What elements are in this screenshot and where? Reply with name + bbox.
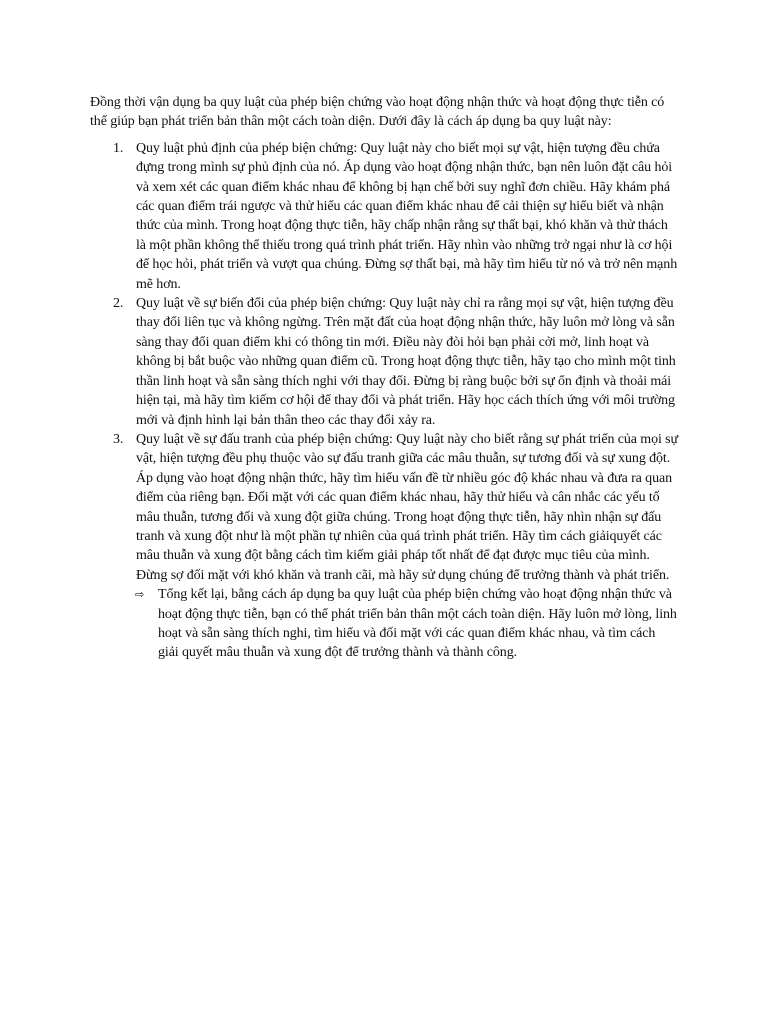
summary-text: Tổng kết lại, bằng cách áp dụng ba quy luật của phép biện chứng vào hoạt động nhận thức và hoạt động thực tiễn, bạn có thể phát triển bản thân một cách toàn diện. Hãy luôn mở lòng, linh hoạt và sẵn sàng thích nghi, tìm hiểu và đối mặt với các quan điểm khác nhau, và tìm cách giải quyết mâu thuẫn và xung đột để trưởng thành và thành công. — [158, 587, 677, 661]
intro-paragraph: Đồng thời vận dụng ba quy luật của phép biện chứng vào hoạt động nhận thức và hoạt động thực tiễn có thể giúp bạn phát triển bản thân một cách toàn diện. Dưới đây là cách áp dụng ba quy luật này: — [90, 95, 665, 130]
list-item-text: Quy luật về sự đấu tranh của phép biện chứng: Quy luật này cho biết rằng sự phát triển của mọi sự vật, hiện tượng đều phụ thuộc vào sự đấu tranh giữa các mâu thuẫn, sự tương đối và sự xung đột. Áp dụng vào hoạt động nhận thức, hãy tìm hiểu vấn đề từ nhiều góc độ khác nhau và đưa ra quan điểm của riêng bạn. Đối mặt với các quan điểm khác nhau, hãy thử hiểu và cân nhắc các yếu tố mâu thuẫn, tương đối và xung đột giữa chúng. Trong hoạt động thực tiễn, hãy nhìn nhận sự đấu tranh và xung đột như là một phần tự nhiên của quá trình phát triển. Hãy tìm cách giảiquyết các mâu thuẫn và xung đột bằng cách tìm kiếm giải pháp tốt nhất để đạt được mục tiêu của mình. Đừng sợ đối mặt với khó khăn và tranh cãi, mà hãy sử dụng chúng để trưởng thành và phát triển. — [136, 431, 679, 583]
list-item-number: 1. — [113, 140, 124, 156]
list-item-text: Quy luật phủ định của phép biện chứng: Quy luật này cho biết mọi sự vật, hiện tượng đều chứa đựng trong mình sự phủ định của nó. Áp dụng vào hoạt động nhận thức, bạn nên luôn đặt câu hỏi và xem xét các quan điểm khác nhau để không bị hạn chế bởi suy nghĩ đơn chiều. Hãy khám phá các quan điểm trái ngược và thử hiểu các quan điểm khác nhau để cải thiện sự hiểu biết và nhận thức của mình. Trong hoạt động thực tiễn, hãy chấp nhận rằng sự thất bại, khó khăn và thử thách là một phần không thể thiếu trong quá trình phát triển. Hãy nhìn vào những trở ngại như là cơ hội để học hỏi, phát triển và vượt qua chúng. Đừng sợ thất bại, mà hãy tìm hiểu từ nó và trở nên mạnh mẽ hơn. — [136, 140, 678, 292]
summary-bullet — [90, 585, 678, 663]
list-item — [90, 430, 678, 585]
document-page — [90, 93, 678, 663]
list-item-text: Quy luật về sự biến đổi của phép biện chứng: Quy luật này chỉ ra rằng mọi sự vật, hiện tượng đều thay đổi liên tục và không ngừng. Trên mặt đất của hoạt động nhận thức, hãy luôn mở lòng và sẵn sàng thay đổi quan điểm khi có thông tin mới. Điều này đòi hỏi bạn phải cởi mở, linh hoạt và không bị bắt buộc vào những quan điểm cũ. Trong hoạt động thực tiễn, hãy tạo cho mình một tinh thần linh hoạt và sẵn sàng thích nghi với thay đổi. Đừng bị ràng buộc bởi sự ổn định và thoải mái hiện tại, mà hãy tìm kiếm cơ hội để thay đổi và phát triển. Hãy học cách thích ứng với môi trường mới và định hình lại bản thân theo các thay đổi xảy ra. — [136, 296, 676, 428]
list-item — [90, 139, 678, 294]
list-item-number: 2. — [113, 296, 124, 312]
list-item — [90, 294, 678, 430]
list-item-number: 3. — [113, 431, 124, 447]
numbered-list — [90, 139, 678, 585]
arrow-right-icon: ⇨ — [135, 588, 145, 602]
